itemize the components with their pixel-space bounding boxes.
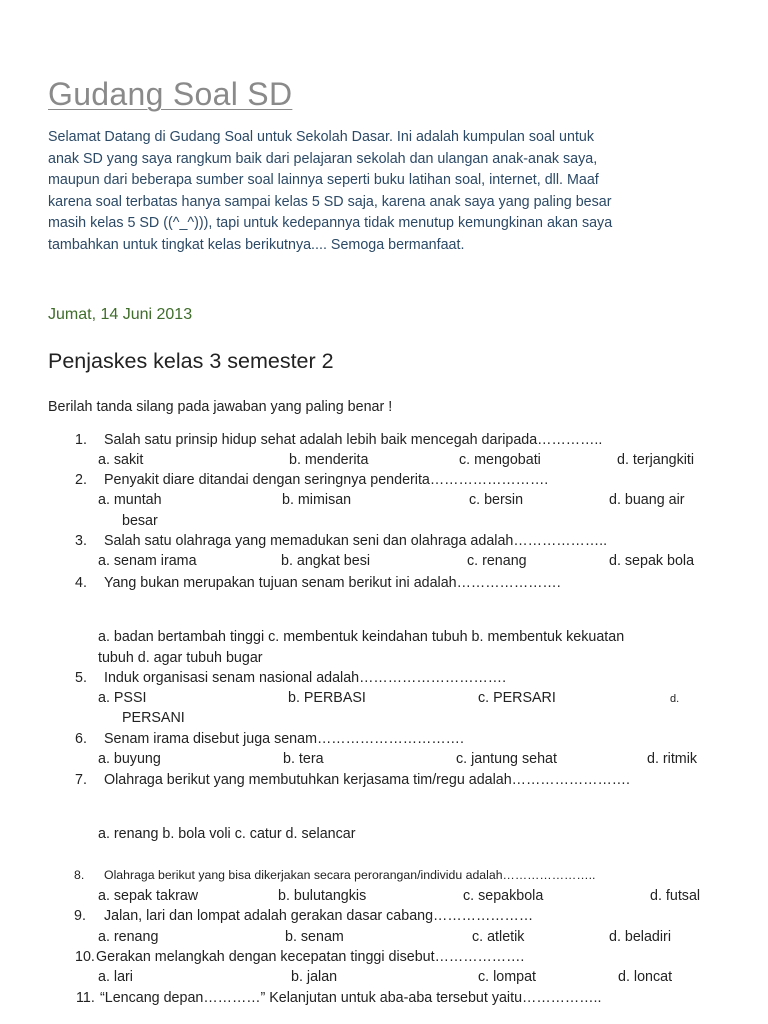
options-paragraph: a. badan bertambah tinggi c. membentuk keindahan tubuh b. membentuk kekuatan <box>98 629 625 645</box>
question-text: Penyakit diare ditandai dengan seringnya penderita……………………. <box>104 472 549 488</box>
option-c: c. bersin <box>469 492 524 508</box>
intro-line: tambahkan untuk tingkat kelas berikutnya.... Semoga bermanfaat. <box>48 236 465 253</box>
option-d: d. loncat <box>618 969 673 985</box>
question-text: Olahraga berikut yang membutuhkan kerjasama tim/regu adalah……………………. <box>104 772 631 788</box>
instruction-text: Berilah tanda silang pada jawaban yang paling benar ! <box>48 399 393 415</box>
option-b: b. angkat besi <box>281 553 371 569</box>
question-number: 4. <box>75 575 87 591</box>
option-d: d. <box>670 693 680 705</box>
question-number: 2. <box>75 472 87 488</box>
option-c: c. lompat <box>478 969 537 985</box>
option-a: a. buyung <box>98 751 161 767</box>
option-d: d. sepak bola <box>609 553 695 569</box>
option-d: d. futsal <box>650 888 701 904</box>
option-a: a. muntah <box>98 492 162 508</box>
option-b: b. mimisan <box>282 492 352 508</box>
option-c: c. PERSARI <box>478 690 556 706</box>
blog-description <box>48 127 738 257</box>
options-paragraph: a. renang b. bola voli c. catur d. selancar <box>98 826 356 842</box>
option-b: b. PERBASI <box>288 690 366 706</box>
blog-title-link[interactable]: Gudang Soal SD <box>48 76 293 112</box>
option-b: b. bulutangkis <box>278 888 367 904</box>
intro-line: maupun dari beberapa sumber soal lainnya seperti buku latihan soal, internet, dll. Maaf <box>48 172 599 189</box>
question-text: Yang bukan merupakan tujuan senam berikut ini adalah…………………. <box>104 575 561 591</box>
post-title: Penjaskes kelas 3 semester 2 <box>48 349 334 373</box>
question-text: Jalan, lari dan lompat adalah gerakan dasar cabang………………… <box>104 908 534 924</box>
question-text: Gerakan melangkah dengan kecepatan tinggi disebut………………. <box>96 949 525 965</box>
question-number: 11. <box>76 990 95 1006</box>
question-number: 7. <box>75 772 87 788</box>
intro-line: anak SD yang saya rangkum baik dari pelajaran sekolah dan ulangan anak-anak saya, <box>48 150 598 167</box>
question-number: 5. <box>75 670 87 686</box>
option-d: d. ritmik <box>647 751 698 767</box>
question-number: 9. <box>74 908 86 924</box>
question-text: Senam irama disebut juga senam…………………………. <box>104 731 464 747</box>
question-text: Olahraga berikut yang bisa dikerjakan secara perorangan/individu adalah………………….. <box>104 868 596 882</box>
options-paragraph: tubuh d. agar tubuh bugar <box>98 650 263 666</box>
option-d: d. terjangkiti <box>617 452 695 468</box>
option-b: b. jalan <box>291 969 338 985</box>
question-text: “Lencang depan…………” Kelanjutan untuk aba-aba tersebut yaitu…………….. <box>100 990 602 1006</box>
option-c: c. renang <box>467 553 527 569</box>
option-continuation: besar <box>122 513 158 529</box>
option-b: b. senam <box>285 929 344 945</box>
option-a: a. sepak takraw <box>98 888 199 904</box>
question-text: Induk organisasi senam nasional adalah…………………………. <box>104 670 507 686</box>
intro-line: Selamat Datang di Gudang Soal untuk Sekolah Dasar. Ini adalah kumpulan soal untuk <box>48 129 595 145</box>
question-number: 1. <box>75 432 87 448</box>
option-a: a. PSSI <box>98 690 147 706</box>
option-continuation: PERSANI <box>122 710 185 726</box>
question-number: 3. <box>75 533 87 549</box>
question-number: 6. <box>75 731 87 747</box>
option-c: c. mengobati <box>459 452 541 468</box>
option-a: a. renang <box>98 929 159 945</box>
intro-line: karena soal terbatas hanya sampai kelas 5 SD saja, karena anak saya yang paling besar <box>48 193 612 210</box>
option-a: a. lari <box>98 969 133 985</box>
option-a: a. senam irama <box>98 553 197 569</box>
option-d: d. beladiri <box>609 929 671 945</box>
intro-line: masih kelas 5 SD ((^_^))), tapi untuk kedepannya tidak menutup kemungkinan akan saya <box>48 215 613 232</box>
question-text: Salah satu olahraga yang memadukan seni dan olahraga adalah……………….. <box>104 533 608 549</box>
post-date: Jumat, 14 Juni 2013 <box>48 306 193 323</box>
option-b: b. tera <box>283 751 324 767</box>
option-c: c. jantung sehat <box>456 751 557 767</box>
option-d: d. buang air <box>609 492 685 508</box>
question-number: 10. <box>75 949 95 965</box>
option-b: b. menderita <box>289 452 369 468</box>
option-c: c. atletik <box>472 929 525 945</box>
option-c: c. sepakbola <box>463 888 544 904</box>
question-text: Salah satu prinsip hidup sehat adalah lebih baik mencegah daripada………….. <box>104 432 603 448</box>
option-a: a. sakit <box>98 452 144 468</box>
question-number: 8. <box>74 868 85 882</box>
